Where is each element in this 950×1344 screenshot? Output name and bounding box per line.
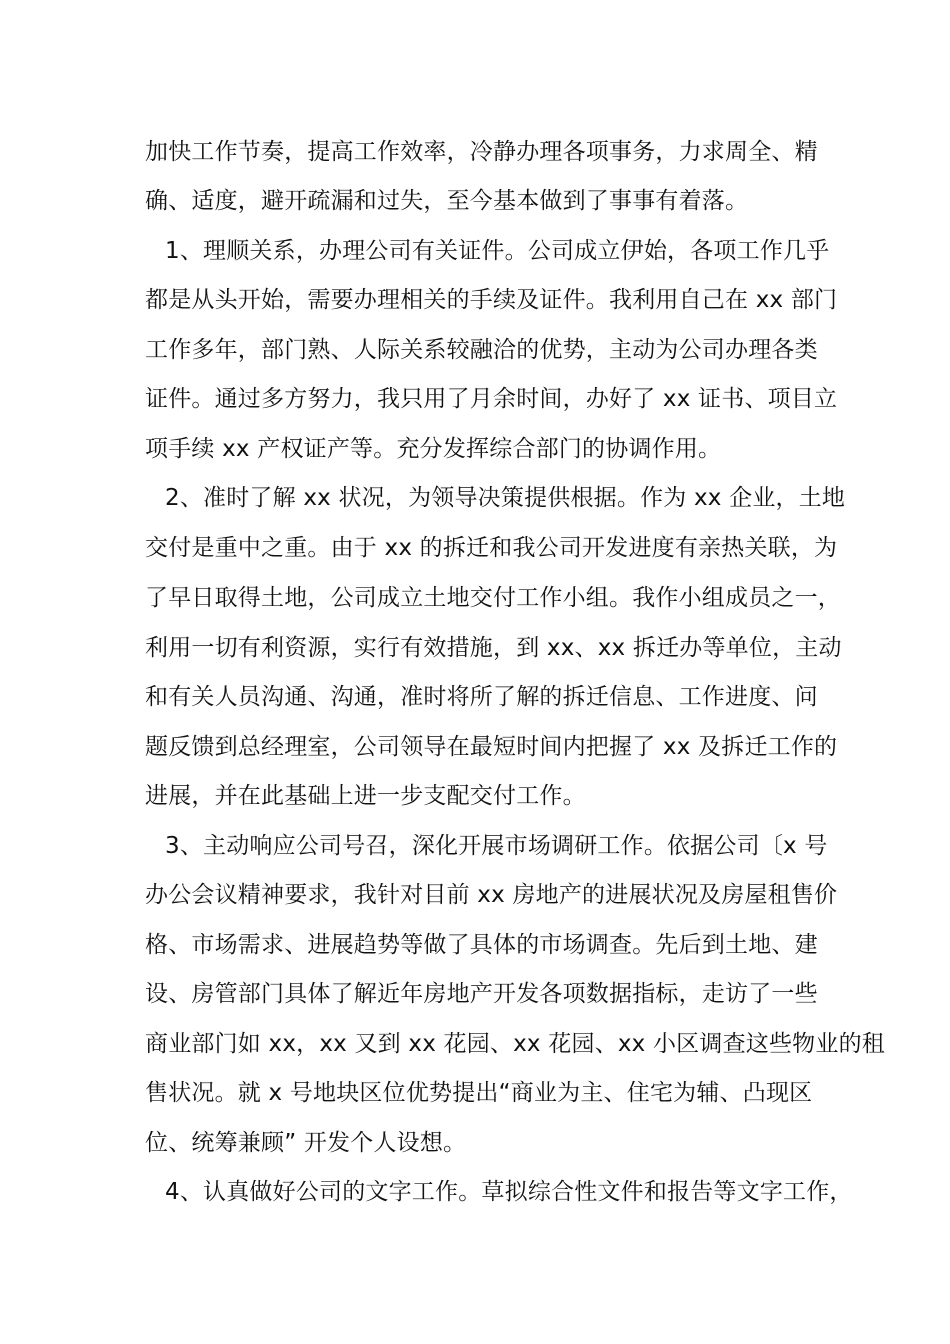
text-line: 售状况。就 x 号地块区位优势提出“商业为主、住宅为辅、凸现区 [145, 1080, 813, 1106]
text-line: 加快工作节奏，提高工作效率，冷静办理各项事务，力求周全、精 [145, 139, 818, 165]
text-line: 工作多年，部门熟、人际关系较融洽的优势，主动为公司办理各类 [145, 337, 818, 363]
paragraph-2-start: 2、准时了解 xx 状况，为领导决策提供根据。作为 xx 企业，土地 [165, 485, 846, 511]
text-line: 交付是重中之重。由于 xx 的拆迁和我公司开发进度有亲热关联，为 [145, 535, 838, 561]
paragraph-3-start: 3、主动响应公司号召，深化开展市场调研工作。依据公司〔x 号 [165, 833, 828, 859]
text-line: 商业部门如 xx，xx 又到 xx 花园、xx 花园、xx 小区调查这些物业的租 [145, 1031, 885, 1057]
text-line: 题反馈到总经理室，公司领导在最短时间内把握了 xx 及拆迁工作的 [145, 734, 838, 760]
text-line: 证件。通过多方努力，我只用了月余时间，办好了 xx 证书、项目立 [145, 386, 838, 412]
text-line: 办公会议精神要求，我针对目前 xx 房地产的进展状况及房屋租售价 [145, 882, 838, 908]
text-line: 格、市场需求、进展趋势等做了具体的市场调查。先后到土地、建 [145, 932, 818, 958]
text-line: 位、统筹兼顾” 开发个人设想。 [145, 1130, 467, 1156]
text-line: 都是从头开始，需要办理相关的手续及证件。我利用自己在 xx 部门 [145, 287, 838, 313]
text-line: 利用一切有利资源，实行有效措施，到 xx、xx 拆迁办等单位，主动 [145, 635, 842, 661]
text-line: 设、房管部门具体了解近年房地产开发各项数据指标，走访了一些 [145, 981, 818, 1007]
text-line: 和有关人员沟通、沟通，准时将所了解的拆迁信息、工作进度、问 [145, 684, 818, 710]
text-line: 了早日取得土地，公司成立土地交付工作小组。我作小组成员之一， [145, 585, 841, 611]
paragraph-1-start: 1、理顺关系，办理公司有关证件。公司成立伊始，各项工作几乎 [165, 238, 830, 264]
text-line: 进展，并在此基础上进一步支配交付工作。 [145, 783, 586, 809]
paragraph-4-start: 4、认真做好公司的文字工作。草拟综合性文件和报告等文字工作， [165, 1179, 853, 1205]
text-line: 确、适度，避开疏漏和过失，至今基本做到了事事有着落。 [145, 188, 749, 214]
text-line: 项手续 xx 产权证产等。充分发挥综合部门的协调作用。 [145, 436, 722, 462]
